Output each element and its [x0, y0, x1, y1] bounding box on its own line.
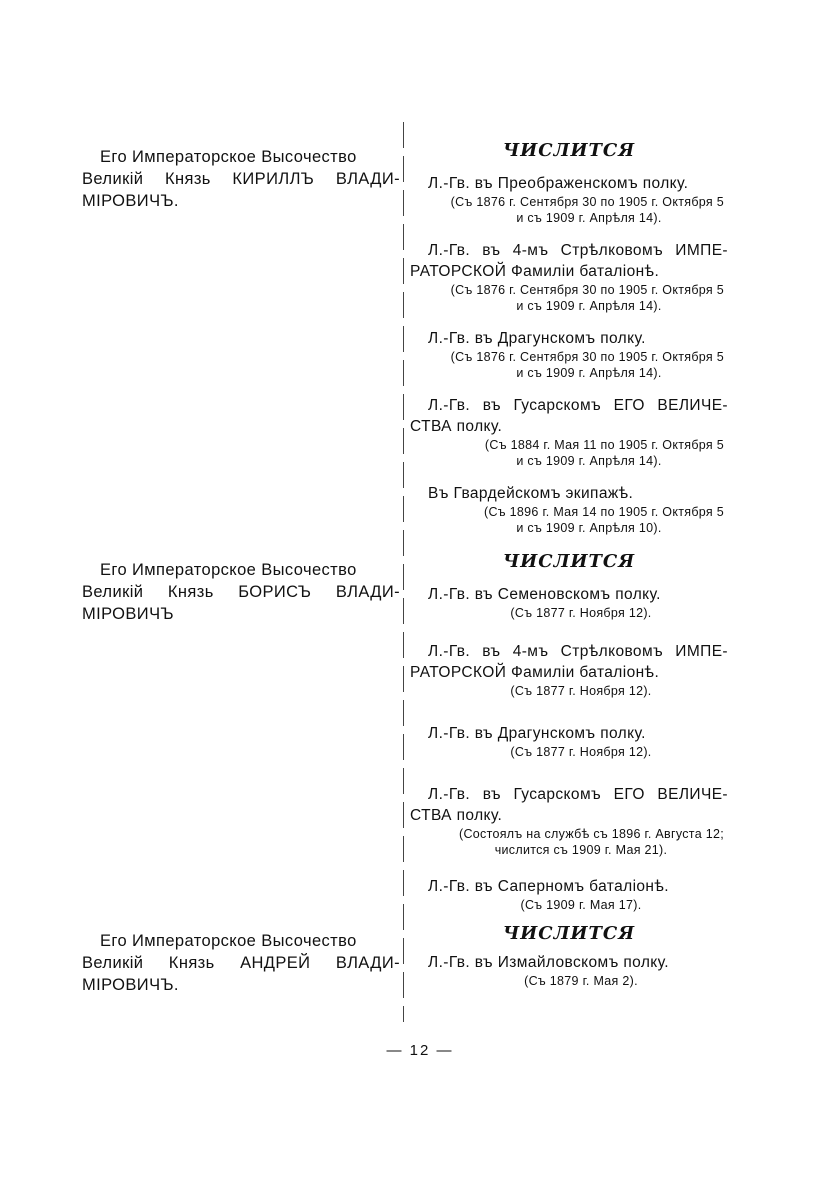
- note-line: (Состоялъ на службѣ съ 1896 г. Августа 12;: [458, 827, 724, 841]
- service-entry: [410, 784, 728, 858]
- person-kirill: [82, 146, 400, 212]
- service-entry: [410, 876, 728, 913]
- unit-line: СТВА полку.: [410, 807, 503, 824]
- note-line: (Съ 1877 г. Ноября 12).: [510, 745, 652, 759]
- note-line: (Съ 1877 г. Ноября 12).: [510, 606, 652, 620]
- column-divider: [403, 122, 404, 1022]
- person-title: Его Императорское Высочество: [100, 561, 357, 579]
- unit-line: Л.-Гв. въ Гусарскомъ ЕГО ВЕЛИЧЕ-: [428, 397, 728, 414]
- section-heading: ЧИСЛИТСЯ: [502, 551, 636, 572]
- unit-line: РАТОРСКОЙ Фамиліи баталіонѣ.: [410, 263, 660, 280]
- section-heading: ЧИСЛИТСЯ: [502, 923, 636, 944]
- note-line: (Съ 1896 г. Мая 14 по 1905 г. Октября 5: [483, 505, 724, 519]
- person-boris: [82, 559, 400, 625]
- note-line: и съ 1909 г. Апрѣля 14).: [516, 366, 662, 380]
- person-name-line: МІРОВИЧЪ.: [82, 976, 179, 994]
- service-entry: [410, 584, 728, 621]
- person-name-line: Великій Князь АНДРЕЙ ВЛАДИ-: [82, 954, 400, 972]
- service-entry: [410, 952, 728, 989]
- person-name-line: МІРОВИЧЪ: [82, 605, 174, 623]
- person-name-line: Великій Князь КИРИЛЛЪ ВЛАДИ-: [82, 170, 400, 188]
- person-name-line: МІРОВИЧЪ.: [82, 192, 179, 210]
- note-line: (Съ 1876 г. Сентября 30 по 1905 г. Октября 5: [450, 350, 724, 364]
- service-entry: [410, 395, 728, 469]
- note-line: (Съ 1877 г. Ноября 12).: [510, 684, 652, 698]
- service-entry: [410, 328, 728, 381]
- unit-line: Л.-Гв. въ Драгунскомъ полку.: [428, 330, 646, 347]
- section-kirill: [410, 139, 728, 550]
- person-andrei: [82, 930, 400, 996]
- person-name-line: Великій Князь БОРИСЪ ВЛАДИ-: [82, 583, 400, 601]
- section-andrei: [410, 922, 728, 1003]
- page-number: — 12 —: [386, 1042, 454, 1059]
- unit-line: Л.-Гв. въ Преображенскомъ полку.: [428, 175, 689, 192]
- note-line: и съ 1909 г. Апрѣля 10).: [516, 521, 662, 535]
- note-line: и съ 1909 г. Апрѣля 14).: [516, 299, 662, 313]
- unit-line: Л.-Гв. въ Драгунскомъ полку.: [428, 725, 646, 742]
- unit-line: Въ Гвардейскомъ экипажѣ.: [428, 485, 634, 502]
- note-line: и съ 1909 г. Апрѣля 14).: [516, 211, 662, 225]
- unit-line: Л.-Гв. въ Саперномъ баталіонѣ.: [428, 878, 669, 895]
- unit-line: Л.-Гв. въ Измайловскомъ полку.: [428, 954, 669, 971]
- section-boris: [410, 550, 728, 927]
- service-entry: [410, 641, 728, 699]
- unit-line: СТВА полку.: [410, 418, 503, 435]
- unit-line: Л.-Гв. въ 4-мъ Стрѣлковомъ ИМПЕ-: [428, 242, 728, 259]
- service-entry: [410, 240, 728, 314]
- note-line: (Съ 1876 г. Сентября 30 по 1905 г. Октября 5: [450, 283, 724, 297]
- unit-line: Л.-Гв. въ Гусарскомъ ЕГО ВЕЛИЧЕ-: [428, 786, 728, 803]
- service-entry: [410, 483, 728, 536]
- unit-line: Л.-Гв. въ Семеновскомъ полку.: [428, 586, 661, 603]
- section-heading: ЧИСЛИТСЯ: [502, 140, 636, 161]
- note-line: числится съ 1909 г. Мая 21).: [494, 843, 668, 857]
- note-line: (Съ 1884 г. Мая 11 по 1905 г. Октября 5: [484, 438, 724, 452]
- service-entry: [410, 723, 728, 760]
- note-line: (Съ 1879 г. Мая 2).: [524, 974, 638, 988]
- service-entry: [410, 173, 728, 226]
- person-title: Его Императорское Высочество: [100, 148, 357, 166]
- unit-line: РАТОРСКОЙ Фамиліи баталіонѣ.: [410, 664, 660, 681]
- unit-line: Л.-Гв. въ 4-мъ Стрѣлковомъ ИМПЕ-: [428, 643, 728, 660]
- note-line: и съ 1909 г. Апрѣля 14).: [516, 454, 662, 468]
- note-line: (Съ 1909 г. Мая 17).: [520, 898, 642, 912]
- person-title: Его Императорское Высочество: [100, 932, 357, 950]
- note-line: (Съ 1876 г. Сентября 30 по 1905 г. Октября 5: [450, 195, 724, 209]
